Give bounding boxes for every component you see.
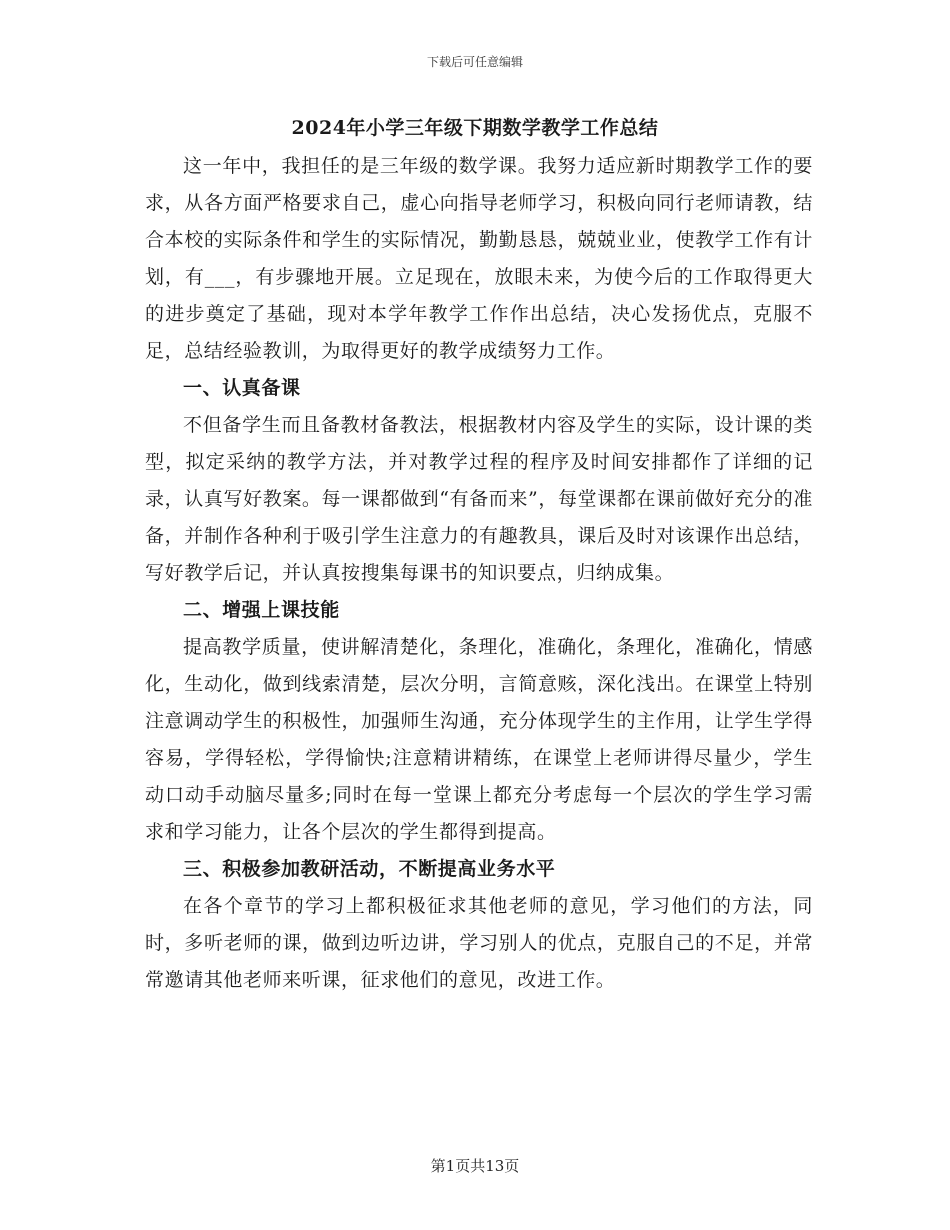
- section-body-1: 不但备学生而且备教材备教法，根据教材内容及学生的实际，设计课的类型，拟定采纳的教学方法，并对教学过程的程序及时间安排都作了详细的记录，认真写好教案。每一课都做到“有备而来”，每堂课都在课前做好充分的准备，并制作各种利于吸引学生注意力的有趣教具，课后及时对该课作出总结，写好教学后记，并认真按搜集每课书的知识要点，归纳成集。: [145, 414, 813, 584]
- header-note: 下载后可任意编辑: [426, 55, 523, 69]
- section-body-3: 在各个章节的学习上都积极征求其他老师的意见，学习他们的方法，同时，多听老师的课，做到边听边讲，学习别人的优点，克服自己的不足，并常常邀请其他老师来听课，征求他们的意见，改进工作。: [145, 895, 813, 991]
- document-title: 2024年小学三年级下期数学教学工作总结: [291, 117, 659, 139]
- section-heading-3: 三、积极参加教研活动，不断提高业务水平: [183, 858, 556, 880]
- section-body-2: 提高教学质量，使讲解清楚化，条理化，准确化，条理化，准确化，情感化，生动化，做到线索清楚，层次分明，言简意赅，深化浅出。在课堂上特别注意调动学生的积极性，加强师生沟通，充分体现学生的主作用，让学生学得容易，学得轻松，学得愉快;注意精讲精练，在课堂上老师讲得尽量少，学生动口动手动脑尽量多;同时在每一堂课上都充分考虑每一个层次的学生学习需求和学习能力，让各个层次的学生都得到提高。: [145, 636, 813, 843]
- section-heading-1: 一、认真备课: [183, 377, 301, 399]
- section-heading-2: 二、增强上课技能: [183, 599, 340, 621]
- page-number: 第1页共13页: [430, 1157, 520, 1175]
- document-body: [145, 148, 813, 999]
- intro-paragraph: 这一年中，我担任的是三年级的数学课。我努力适应新时期教学工作的要求，从各方面严格要求自己，虚心向指导老师学习，积极向同行老师请教，结合本校的实际条件和学生的实际情况，勤勤恳恳，兢兢业业，使教学工作有计划，有___，有步骤地开展。立足现在，放眼未来，为使今后的工作取得更大的进步奠定了基础，现对本学年教学工作作出总结，决心发扬优点，克服不足，总结经验教训，为取得更好的教学成绩努力工作。: [145, 155, 813, 362]
